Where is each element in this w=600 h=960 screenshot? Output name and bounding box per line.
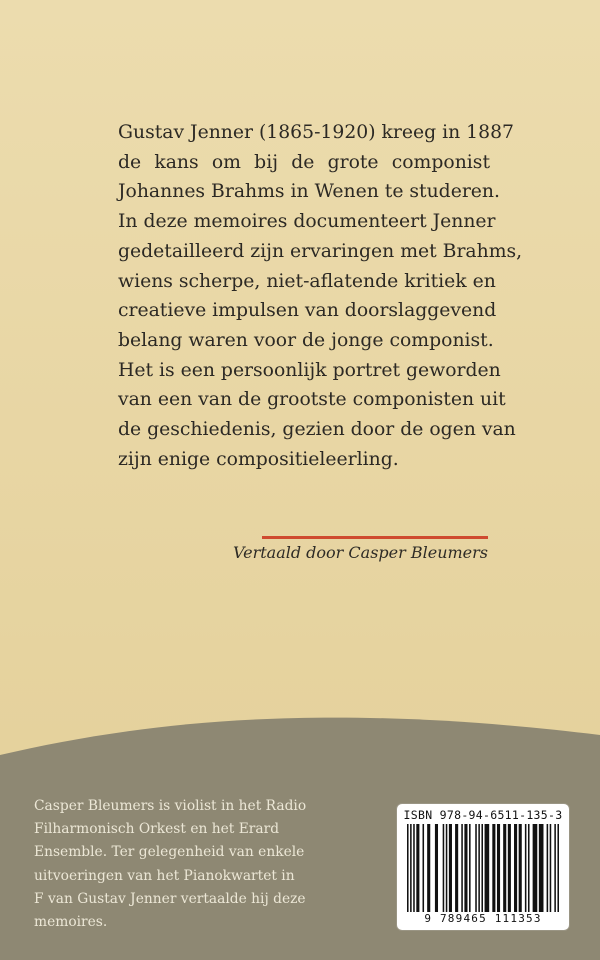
blurb-line: wiens scherpe, niet-aflatende kritiek en (118, 270, 496, 292)
barcode-bar (533, 824, 538, 912)
blurb-line: In deze memoires documenteert Jenner (118, 211, 496, 233)
blurb-line: de kans om bij de grote componist (118, 151, 490, 173)
blurb-line: van een van de grootste componisten uit (118, 389, 506, 411)
barcode-bar (449, 824, 452, 912)
barcode-bar (503, 824, 506, 912)
barcode-bar (443, 824, 445, 912)
barcode-bar (485, 824, 490, 912)
blurb-line: belang waren voor de jonge componist. (118, 329, 494, 351)
isbn-digits: 9 789465 111353 (424, 912, 542, 925)
barcode-bar (455, 824, 458, 912)
blurb-line: creatieve impulsen van doorslaggevend (118, 300, 497, 322)
barcode-bar (475, 824, 477, 912)
barcode-bar (514, 824, 517, 912)
blurb-line: Johannes Brahms in Wenen te studeren. (118, 181, 500, 203)
blurb-line: zijn enige compositieleerling. (118, 448, 399, 470)
barcode-bar (410, 824, 412, 912)
barcode-bar (481, 824, 483, 912)
blurb-line: Het is een persoonlijk portret geworden (118, 359, 501, 381)
barcode-bar (508, 824, 511, 912)
red-divider-rule (262, 536, 488, 539)
barcode-bar (416, 824, 419, 912)
barcode-bars (407, 824, 559, 912)
barcode-bar (525, 824, 527, 912)
bio-line: Casper Bleumers is violist in het Radio (34, 798, 307, 814)
barcode-bar (446, 824, 448, 912)
barcode-bar (547, 824, 549, 912)
blurb-line: Gustav Jenner (1865-1920) kreeg in 1887 (118, 122, 514, 143)
barcode-bar (492, 824, 495, 912)
barcode-bar (539, 824, 544, 912)
translator-bio (34, 795, 364, 934)
blurb-text (118, 118, 523, 474)
blurb-line: gedetailleerd zijn ervaringen met Brahms, (118, 240, 523, 262)
barcode-bar (550, 824, 552, 912)
barcode-bar (557, 824, 559, 912)
barcode-bar (519, 824, 522, 912)
barcode-bar (435, 824, 438, 912)
barcode-bar (427, 824, 430, 912)
bio-line: Ensemble. Ter gelegenheid van enkele (34, 844, 305, 861)
bio-line: uitvoeringen van het Pianokwartet in (34, 867, 295, 884)
barcode-bar (423, 824, 425, 912)
barcode-bar (497, 824, 500, 912)
barcode-bar (407, 824, 409, 912)
barcode-bar (413, 824, 415, 912)
barcode-bar (528, 824, 530, 912)
blurb-line: de geschiedenis, gezien door de ogen van (118, 419, 516, 441)
bio-line: Filharmonisch Orkest en het Erard (34, 821, 280, 838)
bio-line: F van Gustav Jenner vertaalde hij deze (34, 890, 306, 907)
barcode-bar (464, 824, 467, 912)
isbn-barcode (396, 803, 570, 931)
barcode-bar (478, 824, 480, 912)
barcode-bar (461, 824, 463, 912)
translator-credit: Vertaald door Casper Bleumers (233, 543, 488, 562)
isbn-label: ISBN 978-94-6511-135-3 (403, 808, 563, 822)
barcode-bar (469, 824, 471, 912)
bio-line: memoires. (34, 914, 108, 931)
barcode-bar (554, 824, 556, 912)
